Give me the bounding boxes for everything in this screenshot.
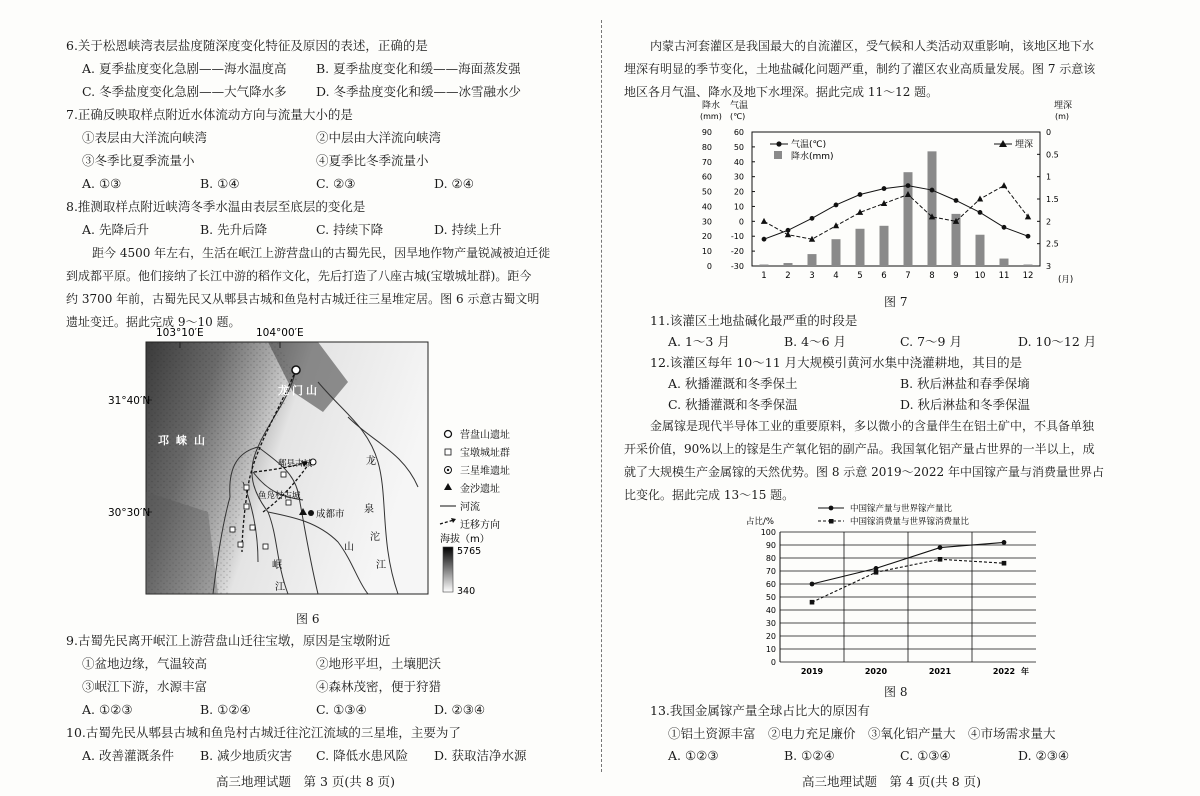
fig7-temp-point <box>834 203 839 208</box>
q11-option-c: C. 7～9 月 <box>900 334 962 349</box>
fig7-temp-line <box>764 186 1028 240</box>
q13-option-a: A. ①②③ <box>668 748 719 763</box>
fig7-precip-title: 降水 <box>702 101 721 111</box>
q7-option-c: C. ②③ <box>316 176 356 191</box>
fig7-temp-point <box>906 183 911 188</box>
fig7-temp-point <box>858 192 863 197</box>
q13-option-d: D. ②③④ <box>1018 748 1070 763</box>
fig7-temp-point <box>1026 234 1031 239</box>
fig7-depth-point <box>1001 182 1007 188</box>
q12-option-c: C. 秋播灌溉和冬季保温 <box>668 397 798 412</box>
q11-option-b: B. 4～6 月 <box>784 334 847 349</box>
fig7-temp-point <box>930 188 935 193</box>
fig7-temp-tick: -30 <box>730 262 744 271</box>
fig7-month-label: 3 <box>809 271 815 281</box>
fig8-consumption-point <box>1002 561 1007 566</box>
fig7-depth-line <box>764 186 1028 240</box>
fig7-depth-tick: 3 <box>1046 262 1052 271</box>
figure-8-caption: 图 8 <box>884 685 908 699</box>
fig7-depth-tick: 2 <box>1046 217 1052 227</box>
lat-label-1: 31°40′N <box>108 395 151 407</box>
q10-option-a: A. 改善灌溉条件 <box>82 748 174 763</box>
fig7-temp-tick: 30 <box>733 172 744 182</box>
fig7-temp-point <box>810 216 815 221</box>
fig7-month-label: 8 <box>929 271 935 281</box>
q9-option-a: A. ①②③ <box>82 702 133 717</box>
fig7-temp-tick: -20 <box>730 247 744 257</box>
fig7-precip-bar <box>880 226 889 266</box>
fig7-precip-tick: 40 <box>701 202 712 212</box>
fig7-temp-tick: 60 <box>733 128 744 137</box>
q13-item-3: ③氧化铝产量大 <box>868 726 956 741</box>
river-tuo-2: 江 <box>376 560 386 571</box>
passage-11-12-line-1: 内蒙古河套灌区是我国最大的自流灌区，受气候和人类活动双重影响，该地区地下水 <box>650 39 1095 53</box>
q9-stem: 9.古蜀先民离开岷江上游营盘山迁往宝墩，原因是宝墩附近 <box>66 633 391 648</box>
q9-item-3: ③岷江下游，水源丰富 <box>82 679 208 694</box>
fig7-depth-tick: 1.5 <box>1046 195 1059 204</box>
q12-stem: 12.该灌区每年 10～11 月大规模引黄河水集中浇灌耕地，其目的是 <box>650 355 1023 370</box>
passage-13-15-line-2: 开采价值，90%以上的镓是生产氧化铝的副产品。我国氧化铝产量占世界的一半以上，成 <box>624 442 1095 456</box>
q11-option-d: D. 10～12 月 <box>1018 334 1097 349</box>
lon-label-2: 104°00′E <box>256 327 304 339</box>
lat-label-2: 30°30′N <box>108 507 151 519</box>
q11-option-a: A. 1～3 月 <box>668 334 730 349</box>
fig7-precip-bar <box>784 263 793 266</box>
fig7-precip-bar <box>808 254 817 266</box>
page-4 <box>606 0 1200 796</box>
fig8-x-tick: 2020 <box>864 667 888 676</box>
fig7-precip-bar <box>856 229 865 266</box>
fig7-month-label: 7 <box>905 271 911 281</box>
mountain-longmen-2: 门 <box>292 384 303 397</box>
yingpanshan-site <box>292 366 300 374</box>
fig7-temp-point <box>978 210 983 215</box>
q8-option-a: A. 先降后升 <box>82 222 149 237</box>
fig7-precip-tick: 90 <box>701 128 712 137</box>
page-3-footer: 高三地理试题 第 3 页(共 8 页) <box>216 774 396 789</box>
elevation-title: 海拔（m） <box>440 534 490 545</box>
q13-option-b: B. ①②④ <box>784 748 835 763</box>
site-chengdu: 成都市 <box>316 509 345 520</box>
mountain-qionglai-2: 崃 <box>176 434 187 447</box>
mountain-qionglai-1: 邛 <box>158 434 169 447</box>
q9-item-2: ②地形平坦，土壤肥沃 <box>316 656 442 671</box>
fig7-temp-title: 气温 <box>730 101 749 111</box>
fig7-precip-bar <box>1000 259 1009 266</box>
fig8-x-tick: 2021 <box>928 667 952 676</box>
fig8-y-tick: 20 <box>765 632 776 641</box>
q8-stem: 8.推测取样点附近峡湾冬季水温由表层至底层的变化是 <box>66 199 366 214</box>
fig7-precip-bar <box>1024 265 1033 266</box>
fig7-temp-tick: 50 <box>733 142 744 152</box>
fig7-month-label: 1 <box>761 271 767 281</box>
chengdu-dot <box>308 510 314 516</box>
fig8-legend-consumption: 中国镓消费量与世界镓消费量比 <box>850 517 970 527</box>
legend-river: 河流 <box>460 502 480 513</box>
legend-jinsha: 金沙遗址 <box>460 484 500 495</box>
fig7-depth-tick: 1 <box>1046 172 1052 182</box>
q13-item-1: ①铝土资源丰富 <box>668 726 756 741</box>
q8-option-b: B. 先升后降 <box>200 222 268 237</box>
q13-item-4: ④市场需求量大 <box>968 726 1056 741</box>
q12-option-a: A. 秋播灌溉和冬季保土 <box>668 376 798 391</box>
q6-stem: 6.关于松恩峡湾表层盐度随深度变化特征及原因的表述，正确的是 <box>66 38 428 53</box>
fig7-month-label: 6 <box>881 271 887 281</box>
figure-8-chart <box>744 502 1044 682</box>
q11-stem: 11.该灌区土地盐碱化最严重的时段是 <box>650 313 858 328</box>
fig8-x-tick: 2022 <box>992 667 1016 676</box>
fig7-month-label: 11 <box>998 271 1010 281</box>
fig7-temp-tick: -10 <box>730 232 744 242</box>
figure-7-caption: 图 7 <box>884 295 908 309</box>
fig8-y-tick: 0 <box>770 658 776 667</box>
fig7-month-label: 2 <box>785 271 791 281</box>
fig8-production-point <box>938 545 943 550</box>
passage-13-15-line-4: 比变化。据此完成 13～15 题。 <box>624 488 795 502</box>
fig8-production-point <box>1002 540 1007 545</box>
figure-6-map <box>108 322 538 602</box>
fig8-y-tick: 80 <box>765 554 776 563</box>
passage-9-10-line-4: 遗址变迁。据此完成 9～10 题。 <box>66 315 241 329</box>
fig7-month-label: 9 <box>953 271 959 281</box>
q6-option-c: C. 冬季盐度变化急剧——大气降水多 <box>82 84 287 99</box>
q9-item-4: ④森林茂密，便于狩猎 <box>316 679 442 694</box>
mountain-qionglai-3: 山 <box>194 434 205 447</box>
fig7-depth-tick: 0.5 <box>1046 150 1059 160</box>
q7-option-a: A. ①③ <box>82 176 122 191</box>
fig7-depth-title: 埋深 <box>1054 101 1073 111</box>
mountain-longmen-3: 山 <box>306 384 317 397</box>
passage-9-10-line-2: 到成都平原。他们接纳了长江中游的稻作文化，先后打造了八座古城(宝墩城址群)。距今 <box>66 269 532 283</box>
fig8-y-tick: 100 <box>760 528 776 537</box>
fig7-legend-depth: 埋深 <box>1015 140 1034 150</box>
fig8-y-tick: 90 <box>765 541 776 550</box>
fig7-temp-tick: 0 <box>738 217 744 227</box>
fig7-precip-bar <box>760 265 769 266</box>
river-min-2: 江 <box>275 582 285 593</box>
river-min-1: 岷 <box>272 560 282 571</box>
fig8-consumption-point <box>938 557 943 562</box>
q7-item-1: ①表层由大洋流向峡湾 <box>82 130 208 145</box>
fig8-y-tick: 10 <box>765 645 776 654</box>
q10-option-c: C. 降低水患风险 <box>316 748 409 763</box>
q6-option-a: A. 夏季盐度变化急剧——海水温度高 <box>82 61 287 76</box>
fig7-legend-temp: 气温(℃) <box>791 140 827 150</box>
page-divider <box>601 20 602 772</box>
mountain-longquan-3: 山 <box>344 542 354 553</box>
fig7-temp-point <box>954 198 959 203</box>
passage-9-10-line-3: 约 3700 年前，古蜀先民又从郫县古城和鱼凫村古城迁往三星堆定居。图 6 示意古蜀文明 <box>66 292 540 306</box>
legend-yingpanshan: 营盘山遗址 <box>460 430 510 441</box>
fig7-temp-point <box>762 237 767 242</box>
figure-6-caption: 图 6 <box>296 612 320 626</box>
fig7-depth-tick: 0 <box>1046 128 1052 137</box>
q7-option-b: B. ①④ <box>200 176 240 191</box>
fig8-x-unit: 年 <box>1021 667 1029 676</box>
fig8-consumption-point <box>874 570 879 575</box>
fig7-depth-point <box>761 218 767 224</box>
q10-option-d: D. 获取洁净水源 <box>434 748 527 763</box>
fig7-precip-bar <box>976 235 985 266</box>
fig7-month-label: 5 <box>857 271 863 281</box>
q9-item-1: ①盆地边缘，气温较高 <box>82 656 208 671</box>
map-legend <box>440 428 510 531</box>
q13-item-2: ②电力充足廉价 <box>768 726 856 741</box>
fig7-legend <box>770 138 1033 162</box>
q8-option-c: C. 持续下降 <box>316 222 384 237</box>
fig7-precip-tick: 60 <box>701 172 712 182</box>
fig7-depth-point <box>1025 213 1031 219</box>
fig8-x-tick: 2019 <box>800 667 824 676</box>
site-pixian: 郫县古城 <box>278 459 313 469</box>
elevation-max: 5765 <box>457 546 482 557</box>
q9-option-b: B. ①②④ <box>200 702 251 717</box>
passage-13-15-line-3: 就了大规模生产金属镓的天然优势。图 8 示意 2019～2022 年中国镓产量与消费量世界占 <box>624 465 1104 479</box>
q10-stem: 10.古蜀先民从郫县古城和鱼凫村古城迁往沱江流域的三星堆，主要为了 <box>66 725 461 740</box>
q10-option-b: B. 减少地质灾害 <box>200 748 293 763</box>
q9-option-d: D. ②③④ <box>434 702 486 717</box>
q12-option-b: B. 秋后淋盐和春季保墒 <box>900 376 1030 391</box>
fig8-production-point <box>810 582 815 587</box>
fig7-depth-point <box>977 196 983 202</box>
fig7-precip-tick: 70 <box>701 157 712 167</box>
q12-option-d: D. 秋后淋盐和冬季保温 <box>900 397 1031 412</box>
q7-item-3: ③冬季比夏季流量小 <box>82 153 195 168</box>
fig7-temp-tick: 20 <box>733 187 744 197</box>
fig7-temp-point <box>882 186 887 191</box>
passage-11-12-line-2: 埋深有明显的季节变化，土地盐碱化问题严重，制约了灌区农业高质量发展。图 7 示意该 <box>624 62 1096 76</box>
q7-stem: 7.正确反映取样点附近水体流动方向与流量大小的是 <box>66 107 353 122</box>
mountain-longmen-1: 龙 <box>278 384 289 397</box>
fig7-temp-point <box>1002 225 1007 230</box>
page-4-footer: 高三地理试题 第 4 页(共 8 页) <box>802 774 982 789</box>
fig8-ylabel: 占比/% <box>746 517 774 527</box>
fig7-precip-tick: 80 <box>701 142 712 152</box>
fig7-temp-unit: (℃) <box>730 112 746 121</box>
mountain-longquan-2: 泉 <box>364 504 374 515</box>
passage-11-12-line-3: 地区各月气温、降水及地下水埋深。据此完成 11～12 题。 <box>624 85 939 99</box>
fig7-depth-unit: (m) <box>1055 112 1070 121</box>
q7-item-4: ④夏季比冬季流量小 <box>316 153 429 168</box>
lon-label-1: 103°10′E <box>156 327 204 339</box>
legend-migration: 迁移方向 <box>460 520 500 531</box>
fig7-precip-bar <box>928 151 937 266</box>
site-yufucun: 鱼凫村古城 <box>258 491 301 501</box>
elevation-min: 340 <box>457 586 476 597</box>
fig7-depth-point <box>833 222 839 228</box>
fig7-depth-tick: 2.5 <box>1046 239 1059 249</box>
fig7-precip-tick: 30 <box>701 217 712 227</box>
fig7-temp-tick: 40 <box>733 157 744 167</box>
fig8-consumption-point <box>810 600 815 605</box>
fig8-y-tick: 30 <box>765 619 776 628</box>
passage-13-15-line-1: 金属镓是现代半导体工业的重要原料，多以微小的含量伴生在铝土矿中，不具备单独 <box>650 419 1095 433</box>
river-tuo-1: 沱 <box>370 532 380 543</box>
fig7-month-label: 10 <box>974 271 986 281</box>
elevation-bar <box>443 547 453 592</box>
fig7-legend-precip: 降水(mm) <box>791 152 834 162</box>
fig7-month-label: 12 <box>1022 271 1034 281</box>
fig7-precip-unit: (mm) <box>700 112 722 121</box>
passage-9-10-line-1: 距今 4500 年左右，生活在岷江上游营盘山的古蜀先民，因旱地作物产量锐减被迫迁徙 <box>92 246 551 260</box>
q7-item-2: ②中层由大洋流向峡湾 <box>316 130 442 145</box>
mountain-longquan-1: 龙 <box>366 456 376 467</box>
q6-option-b: B. 夏季盐度变化和缓——海面蒸发强 <box>316 61 521 76</box>
fig8-y-tick: 40 <box>765 606 776 615</box>
fig8-y-tick: 60 <box>765 580 776 589</box>
q6-option-d: D. 冬季盐度变化和缓——冰雪融水少 <box>316 84 522 99</box>
fig8-legend-production: 中国镓产量与世界镓产量比 <box>850 504 953 514</box>
q13-option-c: C. ①③④ <box>900 748 951 763</box>
q8-option-d: D. 持续上升 <box>434 222 502 237</box>
legend-sanxingdui: 三星堆遗址 <box>460 466 510 477</box>
fig7-precip-tick: 10 <box>701 247 712 257</box>
fig7-temp-tick: 10 <box>733 202 744 212</box>
q7-option-d: D. ②④ <box>434 176 474 191</box>
fig7-depth-point <box>785 231 791 237</box>
fig7-precip-tick: 0 <box>706 262 712 271</box>
fig7-month-label: 4 <box>833 271 839 281</box>
legend-baodun: 宝墩城址群 <box>460 448 510 459</box>
fig8-legend <box>818 503 970 527</box>
q13-stem: 13.我国金属镓产量全球占比大的原因有 <box>650 703 870 718</box>
fig7-precip-tick: 20 <box>701 232 712 242</box>
fig8-y-tick: 50 <box>765 593 776 602</box>
q9-option-c: C. ①③④ <box>316 702 367 717</box>
fig7-precip-tick: 50 <box>701 187 712 197</box>
fig7-x-unit: (月) <box>1058 275 1074 285</box>
fig8-y-tick: 70 <box>765 567 776 576</box>
fig7-precip-bar <box>832 239 841 266</box>
figure-7-chart <box>698 98 1088 290</box>
